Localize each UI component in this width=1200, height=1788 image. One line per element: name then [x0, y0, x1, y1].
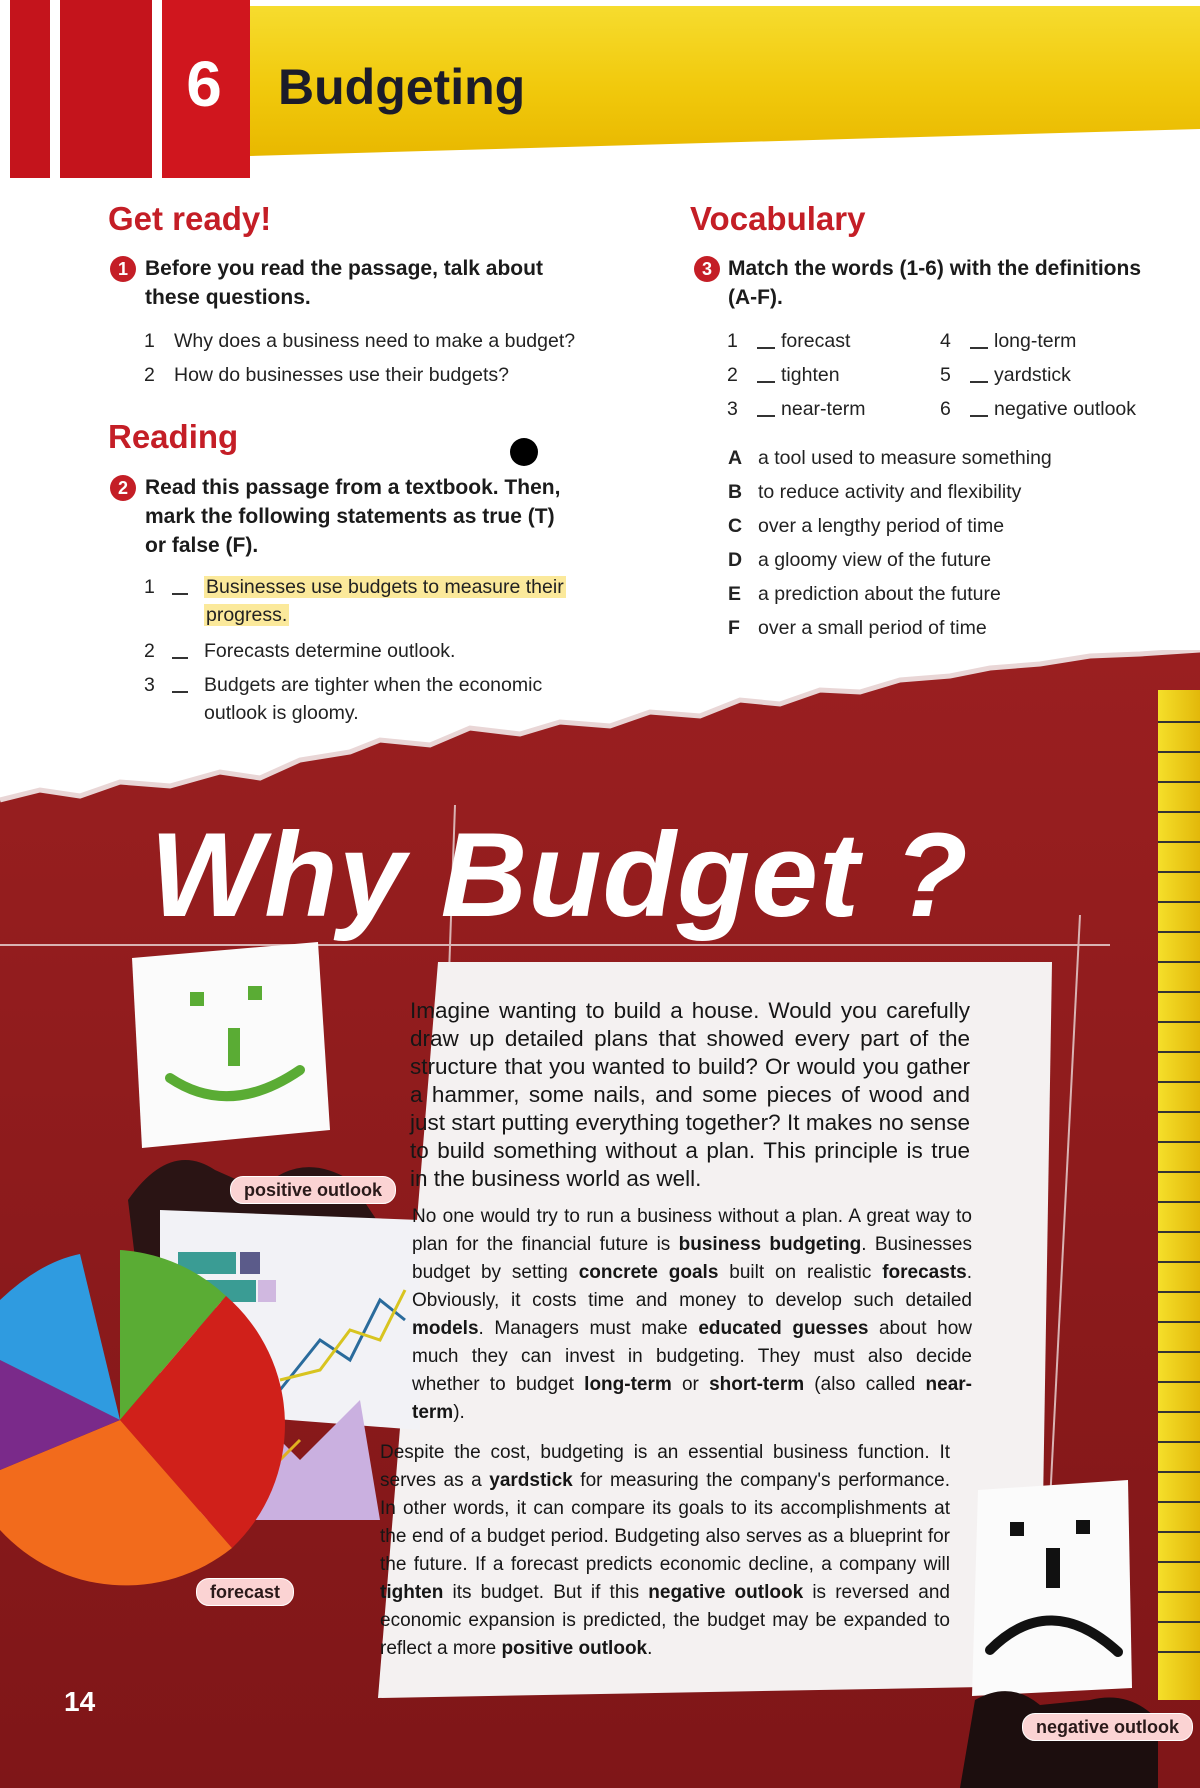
article-title: Why Budget ?: [150, 808, 969, 942]
vocabulary-instruction: Match the words (1-6) with the definitions (A-F).: [728, 257, 1142, 309]
task-number-badge: 1: [110, 256, 136, 282]
happy-face-card: [132, 942, 330, 1148]
answer-blank[interactable]: [970, 381, 988, 383]
banner-stripe: [60, 0, 152, 178]
vocabulary-heading: Vocabulary: [690, 200, 866, 237]
unit-number: 6: [186, 48, 222, 120]
answer-blank[interactable]: [757, 347, 775, 349]
task-number-badge: 2: [110, 475, 136, 501]
negative-outlook-label: negative outlook: [1022, 1713, 1193, 1741]
forecast-label: forecast: [196, 1578, 294, 1606]
unit-banner: [0, 0, 1200, 178]
get-ready-instruction: Before you read the passage, talk about these questions.: [145, 257, 543, 309]
answer-blank[interactable]: [970, 347, 988, 349]
answer-blank[interactable]: [172, 593, 188, 595]
unit-title: Budgeting: [278, 59, 526, 115]
answer-blank[interactable]: [970, 415, 988, 417]
bullet-dot: [510, 438, 538, 466]
page-number: 14: [64, 1686, 96, 1717]
get-ready-heading: Get ready!: [108, 200, 272, 237]
sad-face-card: [972, 1480, 1132, 1696]
task-number-badge: 3: [694, 256, 720, 282]
banner-stripe: [10, 0, 50, 178]
article-paragraph: Despite the cost, budgeting is an essential business function. It serves as a yardstick for measuring the company's performance. In other words, it can compare its goals to its accomplishments at the end of a budget period. Budgeting also serves as a blueprint for the future. If a forecast predicts economic decline, a company will tighten its budget. But if this negative outlook is reversed and economic expansion is predicted, the budget may be expanded to reflect a more positive outlook.: [380, 1442, 950, 1659]
article-paragraph: Imagine wanting to build a house. Would you carefully draw up detailed plans that showed every part of the structure that you wanted to build? Or would you gather a hammer, some nails, and some pieces of wood and just start putting everything together? It makes no sense to build something without a plan. This principle is true in the business world as well.: [410, 998, 970, 1191]
answer-blank[interactable]: [757, 415, 775, 417]
article-paragraph: No one would try to run a business without a plan. A great way to plan for the financial future is business budgeting. Businesses budget by setting concrete goals built on realistic forecasts. Obviously, it costs time and money to develop such detailed models. Managers must make educated guesses about how much they can invest in budgeting. They must also decide whether to budget long-term or short-term (also called near-term).: [412, 1206, 973, 1423]
reading-instruction: Read this passage from a textbook. Then, mark the following statements as true (T) or false (F).: [145, 476, 561, 557]
reading-heading: Reading: [108, 418, 239, 455]
positive-outlook-label: positive outlook: [230, 1176, 396, 1204]
answer-blank[interactable]: [757, 381, 775, 383]
